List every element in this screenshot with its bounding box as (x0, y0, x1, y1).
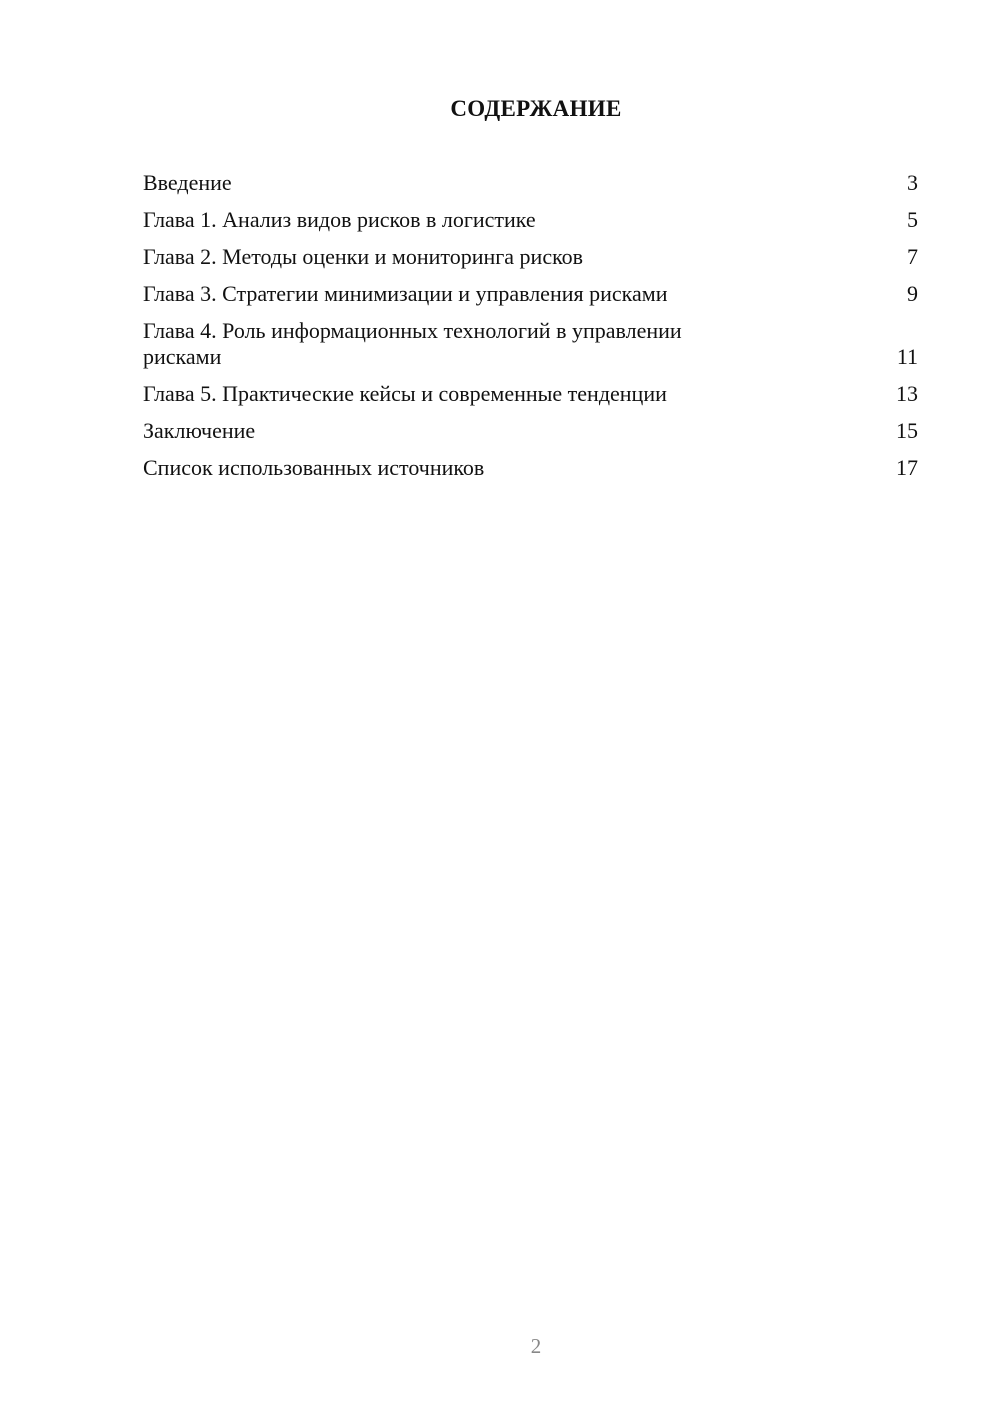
toc-entry-conclusion (143, 418, 918, 444)
toc-entry-chapter-1 (143, 207, 918, 233)
toc-entry-page: 5 (907, 207, 918, 232)
toc-entry-introduction (143, 170, 918, 196)
toc-entry-page: 3 (907, 170, 918, 195)
toc-title: СОДЕРЖАНИЕ (450, 96, 622, 121)
toc-entry-text (143, 318, 888, 370)
toc-entry-page: 11 (896, 344, 918, 369)
toc-entry-chapter-2 (143, 244, 918, 270)
toc-entry-line: Список использованных источников (143, 455, 485, 480)
toc-entry-text (143, 244, 888, 270)
table-of-contents (143, 170, 918, 481)
toc-entry-text (143, 281, 888, 307)
toc-entry-text (143, 381, 888, 407)
toc-entry-text (143, 418, 888, 444)
toc-entry-line: Заключение (143, 418, 256, 443)
toc-entry-text (143, 207, 888, 233)
toc-entry-references (143, 455, 918, 481)
toc-entry-line: Введение (143, 170, 232, 195)
toc-entry-line: Глава 2. Методы оценки и мониторинга рисков (143, 244, 584, 269)
toc-entry-text (143, 170, 888, 196)
toc-entry-line: Глава 4. Роль информационных технологий в управлении (143, 318, 682, 343)
toc-entry-page: 17 (896, 455, 918, 480)
toc-entry-chapter-4 (143, 318, 918, 370)
toc-entry-line: рисками (143, 344, 222, 369)
toc-entry-page: 13 (896, 381, 918, 406)
page-number: 2 (530, 1334, 542, 1358)
toc-entry-page: 15 (896, 418, 918, 443)
toc-entry-chapter-5 (143, 381, 918, 407)
toc-entry-page: 7 (907, 244, 918, 269)
toc-entry-chapter-3 (143, 281, 918, 307)
toc-entry-line: Глава 3. Стратегии минимизации и управления рисками (143, 281, 668, 306)
toc-entry-line: Глава 1. Анализ видов рисков в логистике (143, 207, 536, 232)
toc-entry-text (143, 455, 888, 481)
toc-entry-page: 9 (907, 281, 918, 306)
toc-entry-line: Глава 5. Практические кейсы и современные тенденции (143, 381, 667, 406)
